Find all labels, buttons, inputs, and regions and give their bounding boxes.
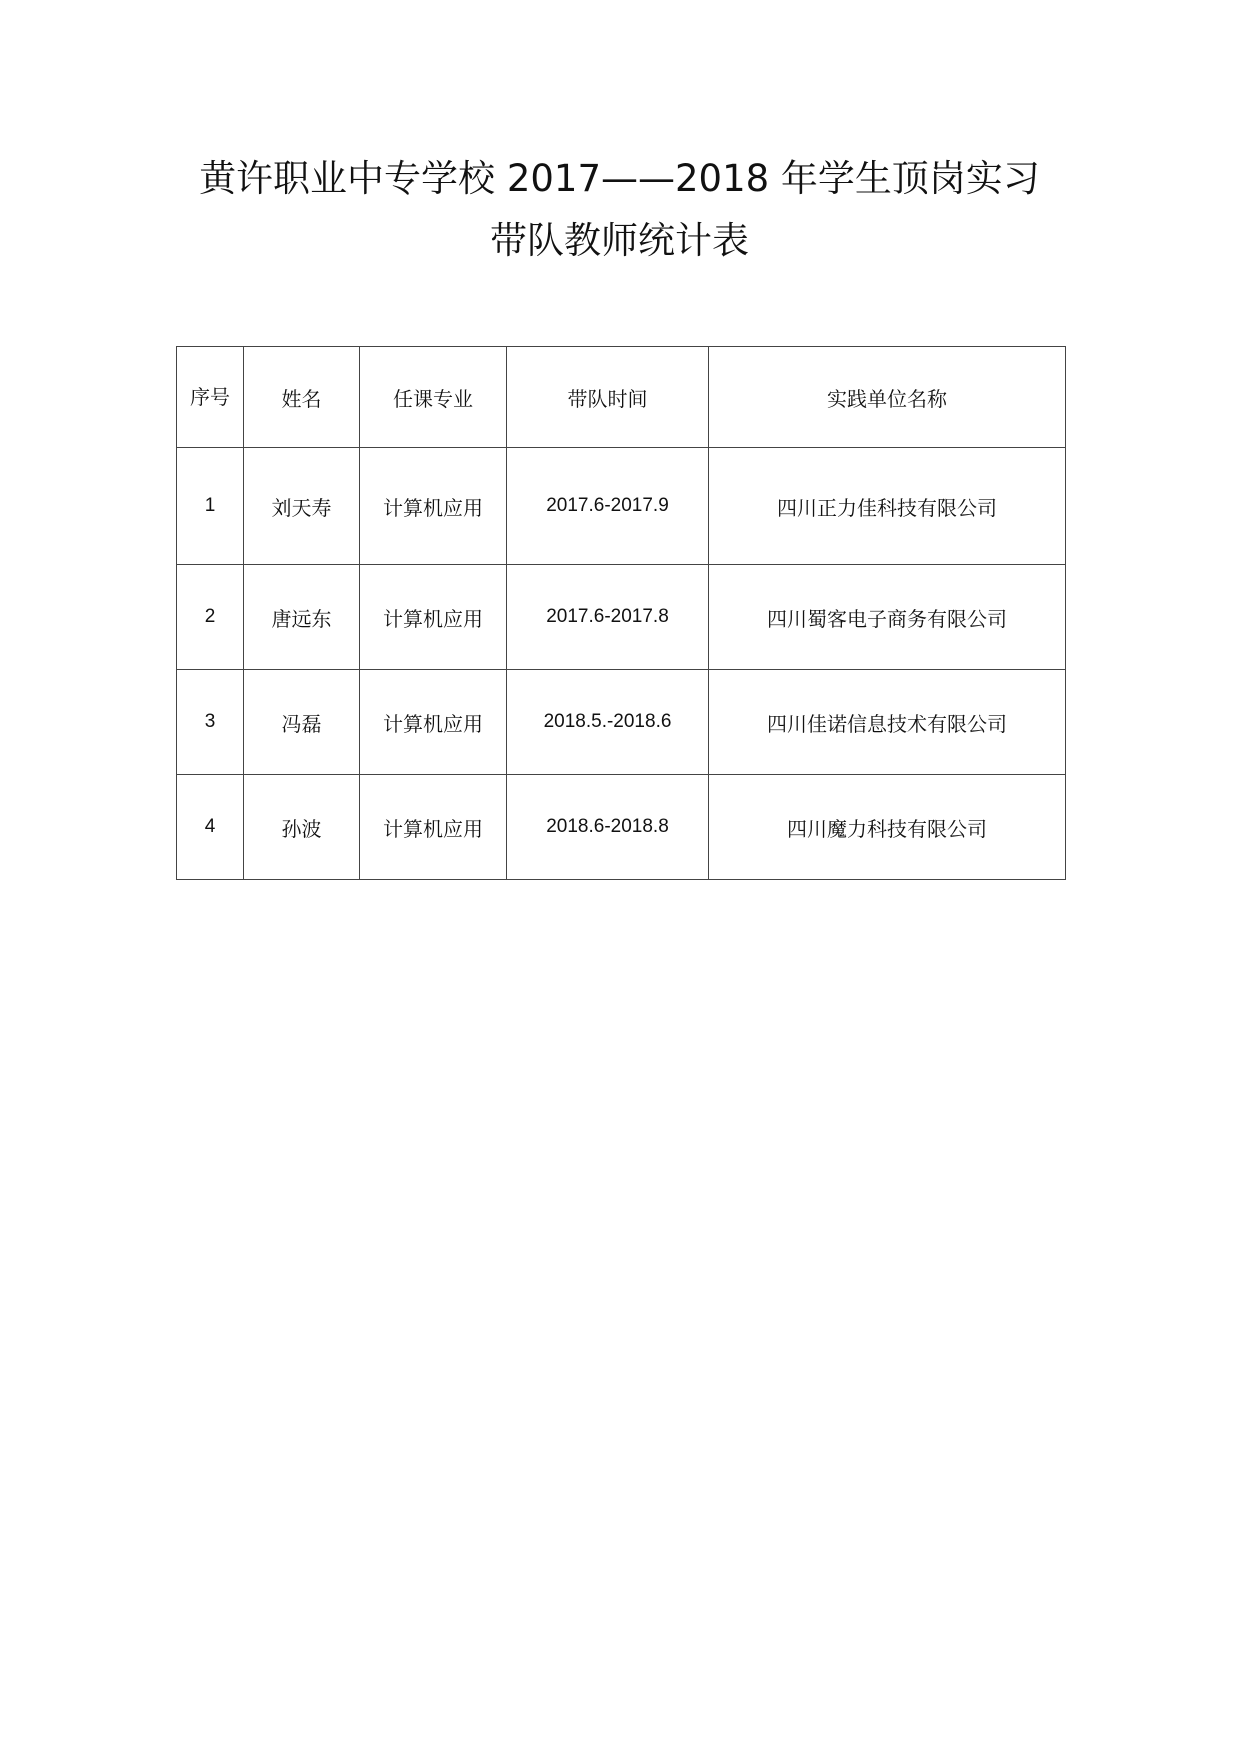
cell-seq: 3	[177, 670, 244, 775]
cell-name: 刘天寿	[244, 448, 360, 565]
title-line-2: 带队教师统计表	[490, 219, 749, 262]
cell-time: 2018.5.-2018.6	[507, 670, 709, 775]
cell-unit: 四川正力佳科技有限公司	[709, 448, 1066, 565]
table-row	[177, 448, 1066, 565]
header-name: 姓名	[244, 347, 360, 448]
table-row	[177, 775, 1066, 880]
cell-seq: 1	[177, 448, 244, 565]
cell-unit: 四川佳诺信息技术有限公司	[709, 670, 1066, 775]
cell-major: 计算机应用	[360, 775, 507, 880]
title-line-1: 黄许职业中专学校 2017——2018 年学生顶岗实习	[199, 157, 1040, 200]
cell-unit: 四川魔力科技有限公司	[709, 775, 1066, 880]
cell-major: 计算机应用	[360, 565, 507, 670]
header-seq-label: 序号	[190, 385, 230, 409]
cell-major: 计算机应用	[360, 448, 507, 565]
cell-name: 冯磊	[244, 670, 360, 775]
cell-name: 孙波	[244, 775, 360, 880]
cell-time: 2018.6-2018.8	[507, 775, 709, 880]
cell-time: 2017.6-2017.8	[507, 565, 709, 670]
header-seq	[177, 347, 244, 448]
cell-major: 计算机应用	[360, 670, 507, 775]
cell-seq: 4	[177, 775, 244, 880]
teacher-statistics-table	[176, 346, 1066, 880]
table-header-row	[177, 347, 1066, 448]
table-row	[177, 565, 1066, 670]
header-unit: 实践单位名称	[709, 347, 1066, 448]
header-time: 带队时间	[507, 347, 709, 448]
document-title	[0, 148, 1239, 272]
cell-time: 2017.6-2017.9	[507, 448, 709, 565]
table-row	[177, 670, 1066, 775]
header-major: 任课专业	[360, 347, 507, 448]
cell-name: 唐远东	[244, 565, 360, 670]
cell-unit: 四川蜀客电子商务有限公司	[709, 565, 1066, 670]
cell-seq: 2	[177, 565, 244, 670]
teacher-statistics-table-wrapper	[176, 346, 1066, 880]
